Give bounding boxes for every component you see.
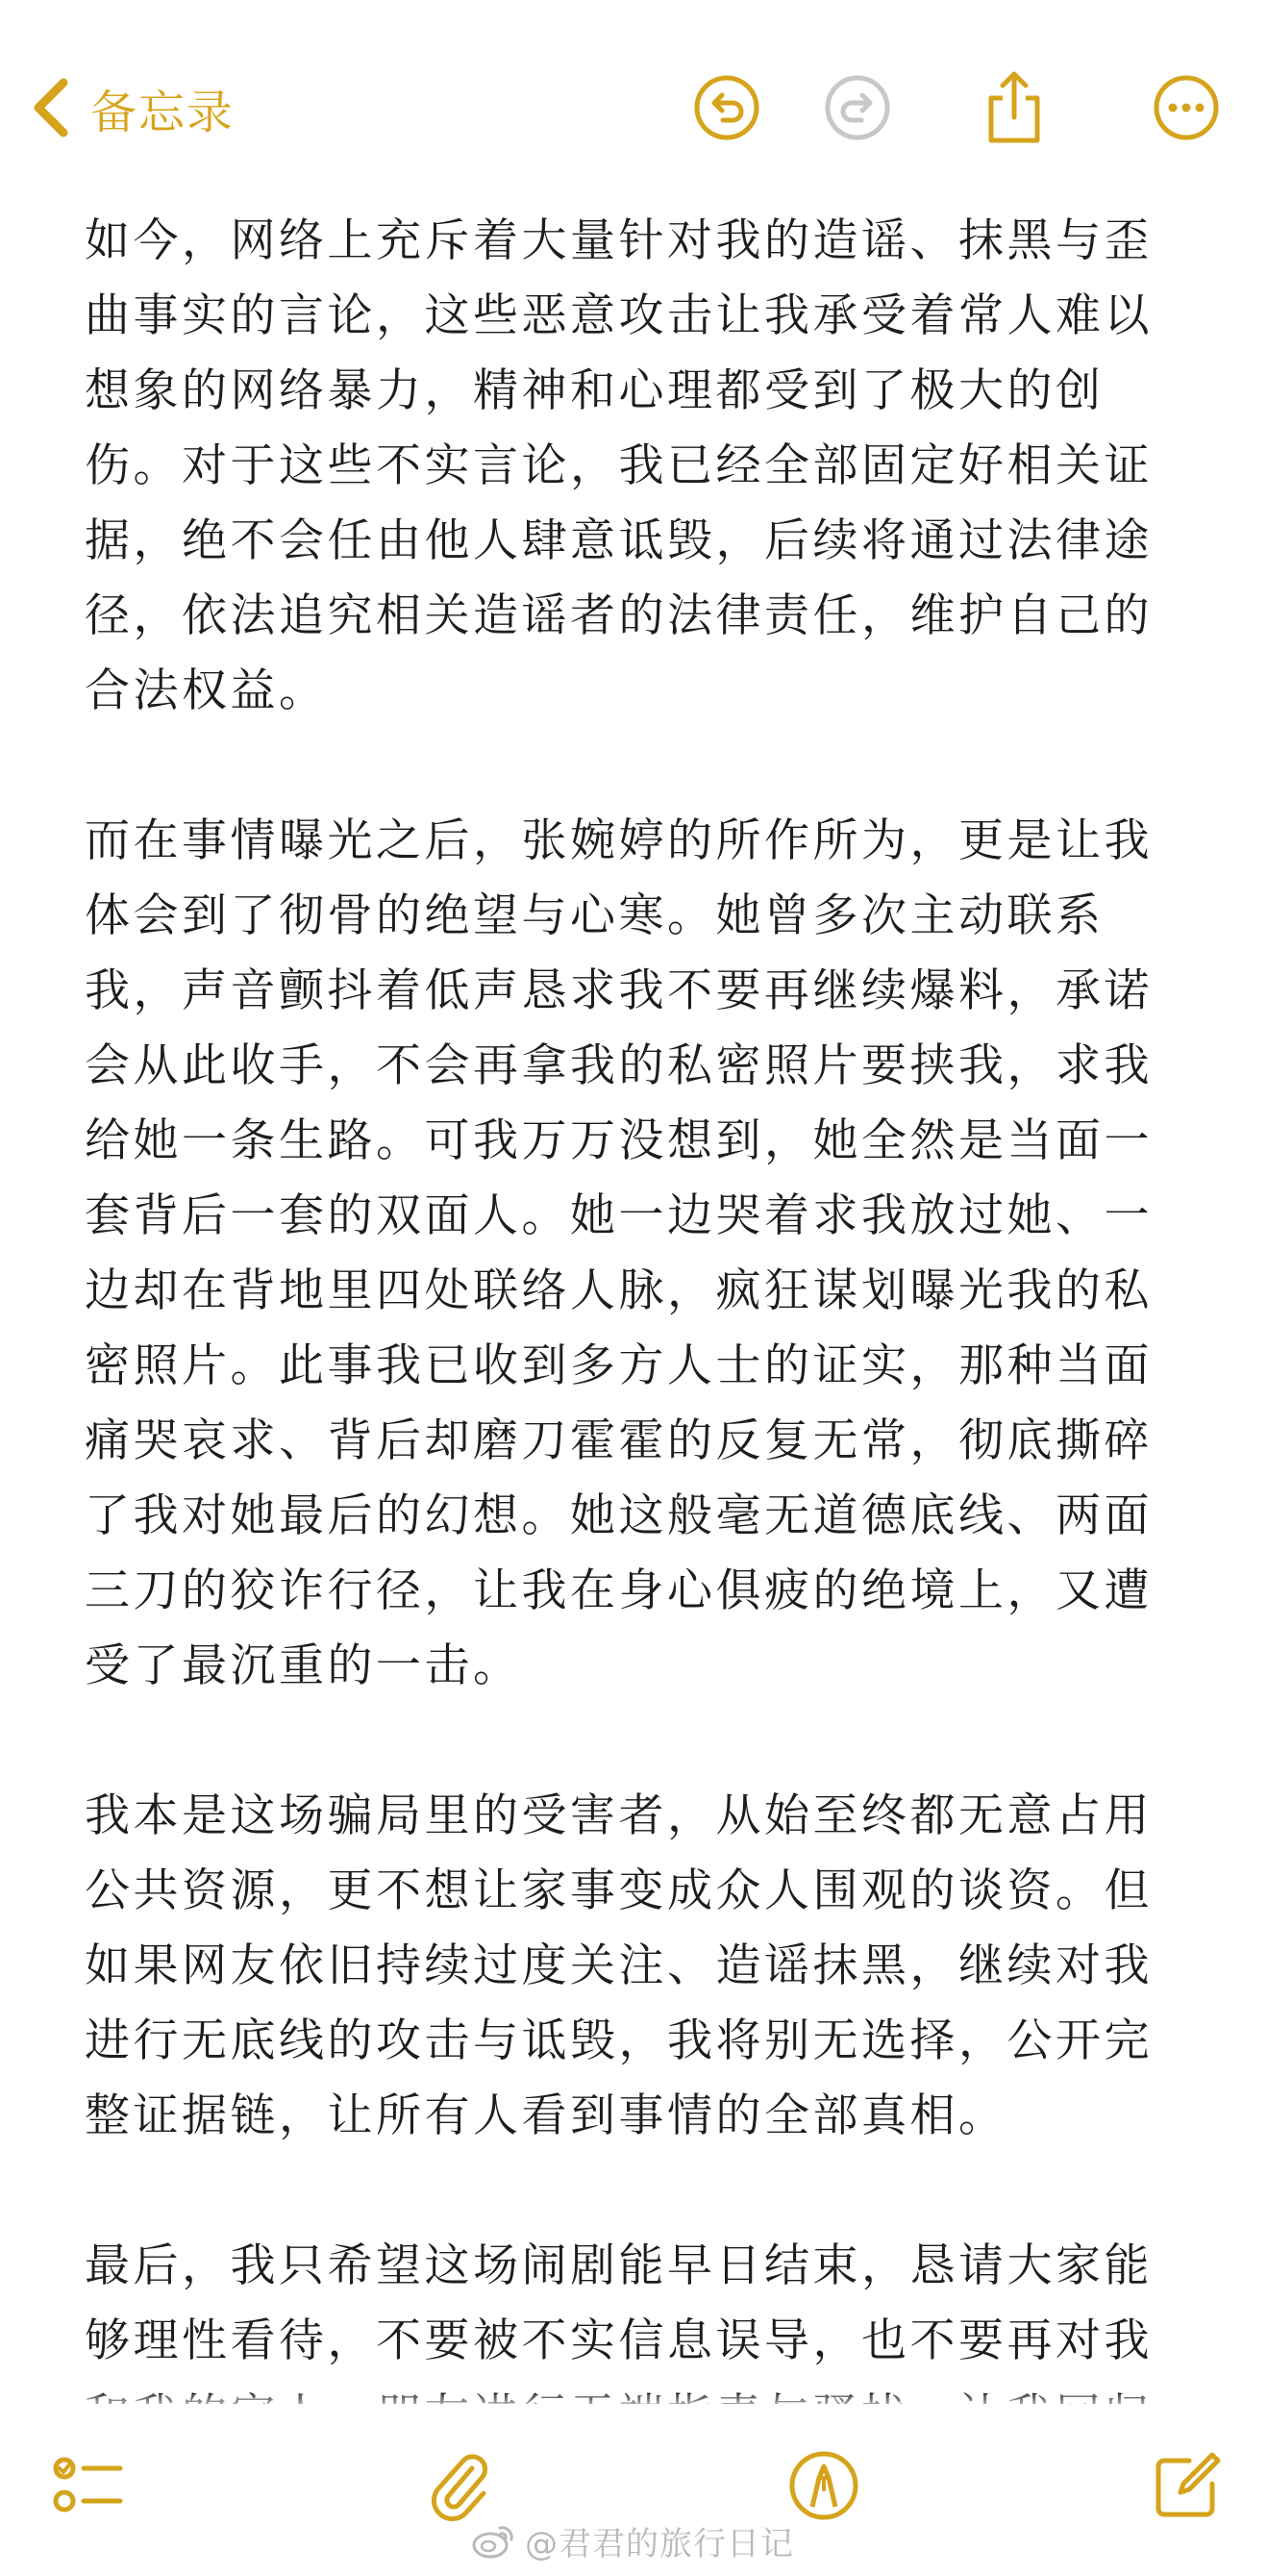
weibo-icon [471,2522,515,2559]
watermark-text: @君君的旅行日记 [525,2524,794,2563]
undo-button[interactable] [686,67,767,148]
note-body[interactable] [85,204,1186,2529]
note-paragraph: 我本是这场骗局里的受害者，从始至终都无意占用公共资源，更不想让家事变成众人围观的谈资。但如果网友依旧持续过度关注、造谣抹黑，继续对我进行无底线的攻击与诋毁，我将别无选择，公开完整证据链，让所有人看到事情的全部真相。 [85,1789,1153,2142]
note-paragraph: 而在事情曝光之后，张婉婷的所作所为，更是让我体会到了彻骨的绝望与心寒。她曾多次主动联系我，声音颤抖着低声恳求我不要再继续爆料，承诺会从此收手，不会再拿我的私密照片要挟我，求我给她一条生路。可我万万没想到，她全然是当面一套背后一套的双面人。她一边哭着求我放过她、一边却在背地里四处联络人脉，疯狂谋划曝光我的私密照片。此事我已收到多方人士的证实，那种当面痛哭哀求、背后却磨刀霍霍的反复无常，彻底撕碎了我对她最后的幻想。她这般毫无道德底线、两面三刀的狡诈行径，让我在身心俱疲的绝境上，又遭受了最沉重的一击。 [85,814,1153,1692]
redo-icon [823,73,892,142]
more-icon [1152,73,1221,142]
note-paragraph: 如今，网络上充斥着大量针对我的造谣、抹黑与歪曲事实的言论，这些恶意攻击让我承受着常人难以想象的网络暴力，精神和心理都受到了极大的创伤。对于这些不实言论，我已经全部固定好相关证据，绝不会任由他人肆意诋毁，后续将通过法律途径，依法追究相关造谣者的法律责任，维护自己的合法权益。 [85,214,1153,717]
back-button[interactable] [29,69,235,146]
checklist-icon [51,2451,128,2520]
undo-icon [692,73,761,142]
markup-pen-icon [787,2449,860,2522]
compose-icon [1151,2449,1224,2522]
watermark [471,2512,794,2569]
checklist-button[interactable] [46,2442,133,2529]
share-icon [980,67,1049,148]
share-button[interactable] [974,67,1055,148]
back-button-label: 备忘录 [90,85,236,139]
redo-button[interactable] [817,67,898,148]
more-button[interactable] [1146,67,1227,148]
navigation-bar [0,0,1267,192]
note-paragraph: 最后，我只希望这场闹剧能早日结束，恳请大家能够理性看待，不要被不实信息误导，也不要再对我 [85,2239,1153,2367]
chevron-left-icon [29,77,73,138]
compose-button[interactable] [1144,2442,1230,2529]
